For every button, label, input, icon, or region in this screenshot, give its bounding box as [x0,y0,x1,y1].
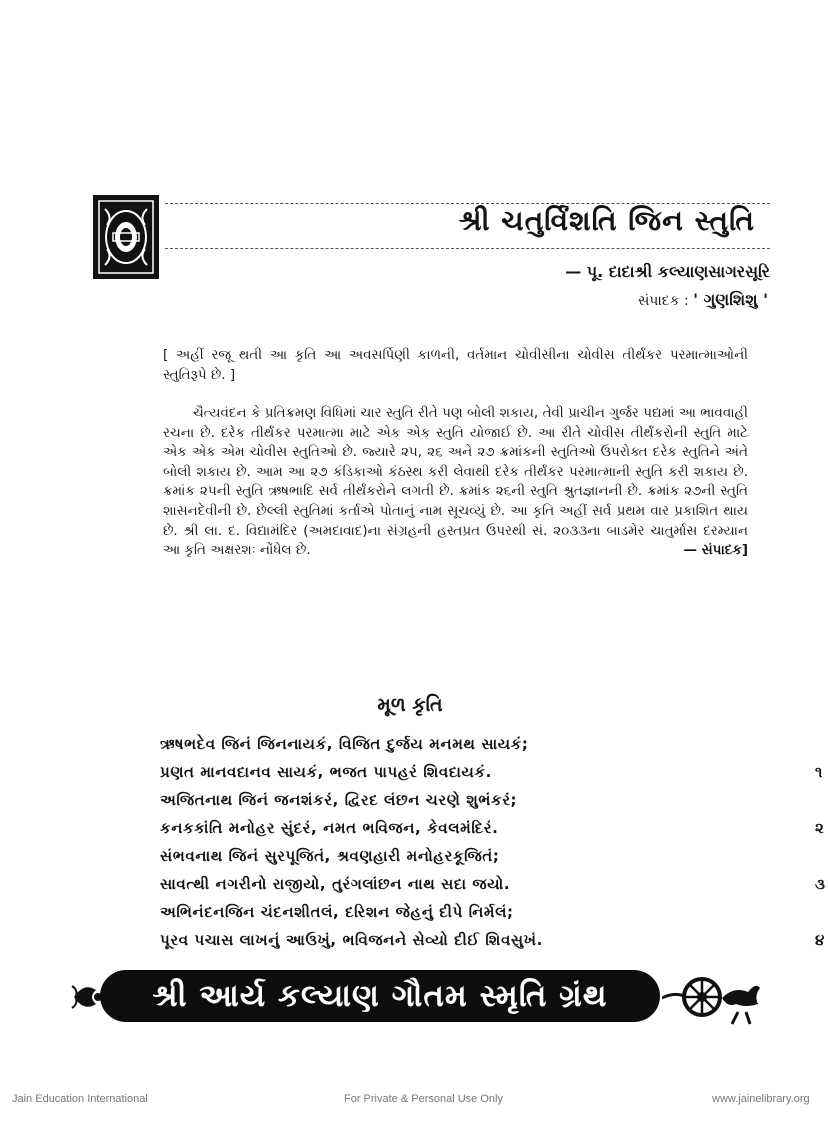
body-signature: — સંપાદક] [683,542,748,559]
verse-number: ૩ [815,875,826,893]
header-divider-bottom [165,248,770,249]
editor-name: ' ગુણશિશુ ' [693,290,768,309]
ornament-icon [93,195,159,279]
verse-number: ૪ [815,931,825,949]
floral-ornament-icon [70,976,104,1018]
body-text: ચૈત્યવંદન કે પ્રતિક્રમણ વિધિમાં ચાર સ્તુતિ રીતે પણ બોલી શકાય, તેવી પ્રાચીન ગુર્જર પદ્યમાં આ ભાવવાહી રચના છે. દરેક તીર્થંકર પરમાત્મા માટે એક એક સ્તુતિ યોજાઈ છે. આ રીતે ચોવીસ તીર્થંકરોની સ્તુતિ માટે એક એક એમ ચોવીસ સ્તુતિઓ છે. જ્યારે ૨૫, ૨૬ અને ૨૭ ક્રમાંકની સ્તુતિઓ ઉપરોક્ત દરેક સ્તુતિને અંતે બોલી શકાય છે. આમ આ ૨૭ કંડિકાઓ કંઠસ્થ કરી લેવાથી દરેક તીર્થંકર પરમાત્માની સ્તુતિ કરી શકાય છે. ક્રમાંક ૨૫ની સ્તુતિ ઋષભાદિ સર્વ તીર્થંકરોને લગતી છે. ક્રમાંક ૨૬ની સ્તુતિ શ્રુતજ્ઞાનની છે. ક્રમાંક ૨૭ની સ્તુતિ શાસનદેવીની છે. છેલ્લી સ્તુતિમાં કર્તાએ પોતાનું નામ સૂચવ્યું છે. આ કૃતિ અહીં સર્વ પ્રથમ વાર પ્રકાશિત થાય છે. શ્રી લા. દ. વિદ્યામંદિર (અમદાવાદ)ના સંગ્રહની હસ્તપ્રત ઉપરથી સં. ૨૦૩૩ના બાડમેર ચાતુર્માસ દરમ્યાન આ કૃતિ અક્ષરશઃ નોંધેલ છે. [163,405,748,559]
section-title: મૂળ કૃતિ [377,694,443,716]
verse-list [160,730,826,954]
editor-label: સંપાદક : [637,293,689,309]
verse-line [160,870,826,898]
verse-line [160,814,825,842]
footer-right[interactable]: www.jainelibrary.org [712,1093,810,1105]
banner-title: શ્રી આર્ય કલ્યાણ ગૌતમ સ્મૃતિ ગ્રંથ [152,978,608,1014]
page-title: શ્રી ચતુર્વિંશતિ જિન સ્તુતિ [458,204,755,237]
verse-text: કનકકાંતિ મનોહર સુંદરં, નમત ભવિજન, કેવલમંદિરં. [160,819,499,837]
verse-line: અભિનંદનજિન ચંદનશીતલં, દરિશન જેહનું દીપે નિર્મલં; [160,903,514,921]
verse-number: ૧ [815,763,823,781]
intro-note: [ અહીં રજૂ થતી આ કૃતિ આ અવસર્પિણી કાળની, વર્તમાન ચોવીસીના ચોવીસ તીર્થંકર પરમાત્માઓની સ્તુતિરૂપે છે. ] [163,347,748,383]
book-banner [70,962,760,1032]
author-line: — પૂ. દાદાશ્રી કલ્યાણસાગરસૂરિ [565,262,770,281]
verse-text: સાવત્થી નગરીનો રાજીયો, તુરંગલાંછન નાથ સદા જયો. [160,875,511,893]
editor-line [300,290,768,310]
verse-line: સંભવનાથ જિનં સુરપૂજિતં, શ્રવણહારી મનોહરકૂજિતં; [160,847,500,865]
verse-line [160,758,823,786]
dharma-wheel-icon [662,968,762,1026]
verse-line [160,926,825,954]
verse-line: ઋષભદેવ જિનં જિનનાયકં, વિજિત દુર્જય મનમથ સાયકં; [160,735,529,753]
footer-left: Jain Education International [12,1093,148,1105]
verse-line: અજિતનાથ જિનં જનશંકરં, દ્વિરદ લંછન ચરણે શુભંકરં; [160,791,518,809]
verse-number: ૨ [815,819,825,837]
footer-center: For Private & Personal Use Only [344,1093,503,1105]
verse-text: પૂરવ પચાસ લાખનું આઉખું, ભવિજનને સેવ્યો દીઈ શિવસુખં. [160,931,543,949]
verse-text: પ્રણત માનવદાનવ સાયકં, ભજત પાપહરં શિવદાયકં. [160,763,492,781]
body-paragraph [163,404,748,561]
